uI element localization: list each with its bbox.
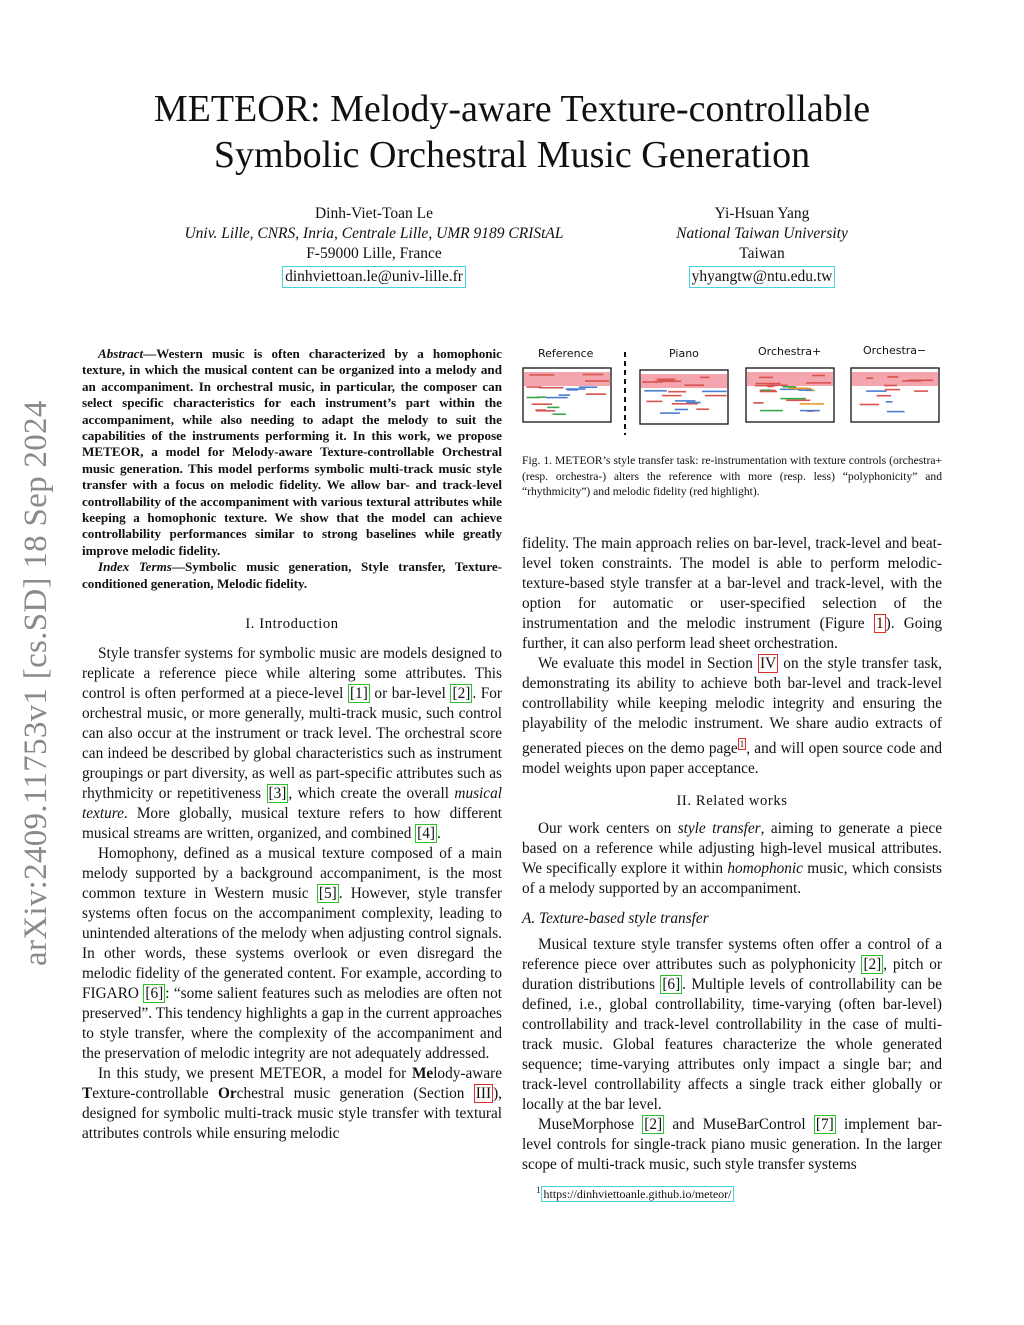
pianoroll-note xyxy=(789,387,809,389)
arxiv-identifier: arXiv:2409.11753v1 [cs.SD] 18 Sep 2024 xyxy=(18,400,54,966)
pianoroll-note xyxy=(537,396,547,398)
melody-highlight xyxy=(852,372,938,386)
figure-label-reference: Reference xyxy=(538,347,594,360)
related-paragraph-2: Musical texture style transfer systems often offer a control of a reference piece over attributes such as polyphonicity [2] , pitch or duration distributions [6] . Multiple levels of controllability can be defined, i.e., global controllability, time-varying (often bar-level) controllability and track-level controllability in the case of multi-track music. Global features characterize the whole generated sequence; time-varying attributes only impact a single bar; and track-level controllability affects a single track either globally or locally at the bar level. xyxy=(522,936,942,1114)
citation-link[interactable]: [2] xyxy=(863,956,882,974)
figure-label-orchestra-plus: Orchestra+ xyxy=(758,345,822,358)
pianoroll-note xyxy=(886,401,893,403)
section-ref-link[interactable]: IV xyxy=(760,655,777,672)
pianoroll-note xyxy=(866,390,886,392)
author-location: Taiwan xyxy=(739,245,785,262)
right-column xyxy=(522,534,942,1175)
pianoroll-note xyxy=(536,410,555,412)
pianoroll-note xyxy=(914,390,928,392)
author-name: Yi-Hsuan Yang xyxy=(714,205,810,222)
pianoroll-note xyxy=(705,395,727,397)
author-block-1 xyxy=(150,204,598,288)
pianoroll-note xyxy=(546,397,568,399)
author-email-link[interactable]: dinhviettoan.le@univ-lille.fr xyxy=(282,266,466,288)
related-paragraph-1: Our work centers on style transfer, aiming to generate a piece based on a reference while adjusting high-level musical attributes. We specifically explore it within homophonic music, which consists of a melody supported by an accompaniment. xyxy=(522,820,942,898)
pianoroll-note xyxy=(782,386,796,388)
citation-link[interactable]: [1] xyxy=(349,685,368,703)
pianoroll-note xyxy=(759,377,773,379)
footnote-url-link[interactable]: https://dinhviettoanle.github.io/meteor/ xyxy=(541,1186,735,1202)
pianoroll-note xyxy=(760,410,783,412)
pianoroll-note xyxy=(800,403,824,405)
footnote xyxy=(536,1185,734,1202)
pianoroll-note xyxy=(860,404,879,406)
pianoroll-note xyxy=(675,409,688,411)
citation-link[interactable]: [3] xyxy=(268,785,287,803)
author-affiliation: Univ. Lille, CNRS, Inria, Centrale Lille, UMR 9189 CRIStAL xyxy=(184,225,564,242)
left-column xyxy=(82,346,502,1144)
citation-link[interactable]: [4] xyxy=(417,825,436,843)
pianoroll-note xyxy=(812,375,825,377)
pianoroll-note xyxy=(786,400,810,402)
figure-1-caption: Fig. 1. METEOR’s style transfer task: re-instrumentation with texture controls (orchestra+ (resp. orchestra-) alters the reference with more (resp. less) “polyphonicity” and “rhythmicity”) and melodic fidelity (red highlight). xyxy=(522,454,942,498)
intro-paragraph-2: Homophony, defined as a musical texture composed of a main melody supported by a background accompaniment, is the most common texture in Western music [5] . However, style transfer systems often focus on the accompaniment complexity, leading to unintended alterations of the melody when adjusting control signals. In other words, these systems overlook or even disregard the melodic fidelity of the generated content. For example, according to FIGARO [6] : “some salient features such as melodies are often not preserved”. This tendency highlights a gap in the current approaches to style transfer, where the complexity of the accompaniment and the preservation of melodic integrity are not adequately addressed. xyxy=(82,845,502,1063)
pianoroll-note xyxy=(686,402,700,404)
pianoroll-note xyxy=(799,389,813,391)
citation-link[interactable]: [7] xyxy=(815,1116,834,1134)
intro-paragraph-4: fidelity. The main approach relies on bar-level, track-level and beat-level token constraints. The model is able to perform melodic- texture-based style transfer at a bar-level and track-level, with the option for automatic or user-specified selection of the instrumentation and the melodic instrument (Figure 1 ). Going further, it can also perform lead sheet orchestration. xyxy=(522,535,942,652)
title-line-1: METEOR: Melody-aware Texture-controllable xyxy=(153,88,871,130)
section-heading-related-works: II. Related works xyxy=(676,793,788,810)
melody-highlight xyxy=(641,374,727,388)
pianoroll-note xyxy=(753,402,763,404)
pianoroll-note xyxy=(684,384,704,386)
pianoroll-note xyxy=(702,391,727,393)
footnote-mark: 1 xyxy=(536,1185,541,1195)
abstract: Abstract—Western music is often characterized by a homophonic texture, in which the musical content can be organized into a melody and an accompaniment. In orchestral music, in particular, the composer can select specific characteristics for each instrument’s part within the accompaniment, while also needing to adapt the melody to suit the capabilities of the instruments performing it. In this work, we propose METEOR, a model for Melody-aware Texture-controllable Orchestral music generation. This model performs symbolic multi-track music style transfer with a focus on melodic fidelity. We allow bar- and track-level controllability of the accompaniment with various textural attributes while keeping a homophonic texture. We show that the model can achieve controllability performances similar to strong baselines while greatly improve melodic fidelity. xyxy=(82,346,502,558)
pianoroll-note xyxy=(696,408,709,410)
pianoroll-note xyxy=(586,393,606,395)
pianoroll-note xyxy=(780,398,806,400)
pianoroll-note xyxy=(800,410,820,412)
paper-title xyxy=(80,86,944,178)
citation-link[interactable]: [2] xyxy=(644,1116,663,1134)
pianoroll-note xyxy=(866,377,873,379)
pianoroll-note xyxy=(527,386,542,388)
pianoroll-note xyxy=(662,395,682,397)
author-block-2 xyxy=(640,204,884,288)
pianoroll-note xyxy=(806,382,831,384)
author-name: Dinh-Viet-Toan Le xyxy=(314,205,434,222)
footnote-ref-link[interactable]: 1 xyxy=(739,739,745,749)
citation-link[interactable]: [6] xyxy=(662,976,681,994)
figure-ref-link[interactable]: 1 xyxy=(875,615,884,632)
pianoroll-note xyxy=(646,401,662,403)
citation-link[interactable]: [6] xyxy=(145,985,164,1003)
index-terms: Index Terms—Symbolic music generation, Style transfer, Texture-conditioned generation, Melodic fidelity. xyxy=(82,559,502,591)
author-affiliation: National Taiwan University xyxy=(676,225,848,242)
pianoroll-note xyxy=(877,395,892,397)
intro-paragraph-3: In this study, we present METEOR, a model for Melody-aware Texture-controllable Orchestral music generation (Section III ), designed for symbolic multi-track music style transfer with textural attributes controls while ensuring melodic xyxy=(82,1065,502,1143)
section-heading-introduction: I. Introduction xyxy=(245,616,339,633)
citation-link[interactable]: [5] xyxy=(318,885,337,903)
pianoroll-note xyxy=(644,390,667,392)
pianoroll-note xyxy=(529,374,554,376)
pianoroll-note xyxy=(553,413,567,415)
author-location: F-59000 Lille, France xyxy=(306,245,442,262)
intro-paragraph-5: We evaluate this model in Section IV on the style transfer task, demonstrating its ability to achieve both bar-level and track-level controllability while keeping melodic integrity and ensuring the playability of the melodic instrument. We share audio extracts of generated pieces on the demo page $^1$ , and will open source code and model weights upon paper acceptance. xyxy=(522,655,942,778)
intro-paragraph-1: Style transfer systems for symbolic music are models designed to replicate a reference piece while altering some attributes. This control is often performed at a piece-level [1] or bar-level [2] . For orchestral music, or more generally, multi-track music, such control can also occur at the instrument or track level. The orchestral score can indeed be described by global characteristics such as instrument groupings or part diversity, as well as part-specific attributes such as rhythmicity or repetitiveness [3] , which create the overall musical texture. More globally, musical texture refers to how different musical streams are written, organized, and combined [4] . xyxy=(82,645,503,843)
related-paragraph-3: MuseMorphose [2] and MuseBarControl [7] implement bar-level controls for single-track piano music generation. In the larger scope of multi-track music, such style transfer systems xyxy=(522,1116,942,1174)
pianoroll-note xyxy=(579,386,598,388)
pianoroll-note xyxy=(908,380,933,382)
pianoroll-note xyxy=(566,388,586,390)
pianoroll-note xyxy=(532,403,553,405)
section-ref-link[interactable]: III xyxy=(475,1085,492,1103)
pianoroll-note xyxy=(887,376,898,378)
pianoroll-note xyxy=(547,407,559,409)
pianoroll-note xyxy=(660,412,680,414)
pianoroll-note xyxy=(885,389,900,391)
title-line-2: Symbolic Orchestral Music Generation xyxy=(213,134,811,176)
figure-1-pianorolls xyxy=(520,340,944,440)
pianoroll-note xyxy=(585,380,609,382)
figure-label-piano: Piano xyxy=(669,347,699,360)
pianoroll-note xyxy=(762,389,772,391)
pianoroll-note xyxy=(756,383,781,385)
pianoroll-note xyxy=(700,377,709,379)
pianoroll-note xyxy=(559,394,571,396)
pianoroll-note xyxy=(675,400,696,402)
pianoroll-note xyxy=(583,374,604,376)
figure-label-orchestra-minus: Orchestra− xyxy=(863,344,927,357)
citation-link[interactable]: [2] xyxy=(452,685,471,703)
pianoroll-note xyxy=(884,385,897,387)
pianoroll-note xyxy=(768,385,777,387)
pianoroll-note xyxy=(655,381,681,383)
author-email-link[interactable]: yhyangtw@ntu.edu.tw xyxy=(689,266,836,288)
pianoroll-note xyxy=(887,411,905,413)
subsection-heading-texture-style-transfer: A. Texture-based style transfer xyxy=(522,910,709,928)
pianoroll-note xyxy=(539,387,564,389)
pianoroll-note xyxy=(668,391,686,393)
